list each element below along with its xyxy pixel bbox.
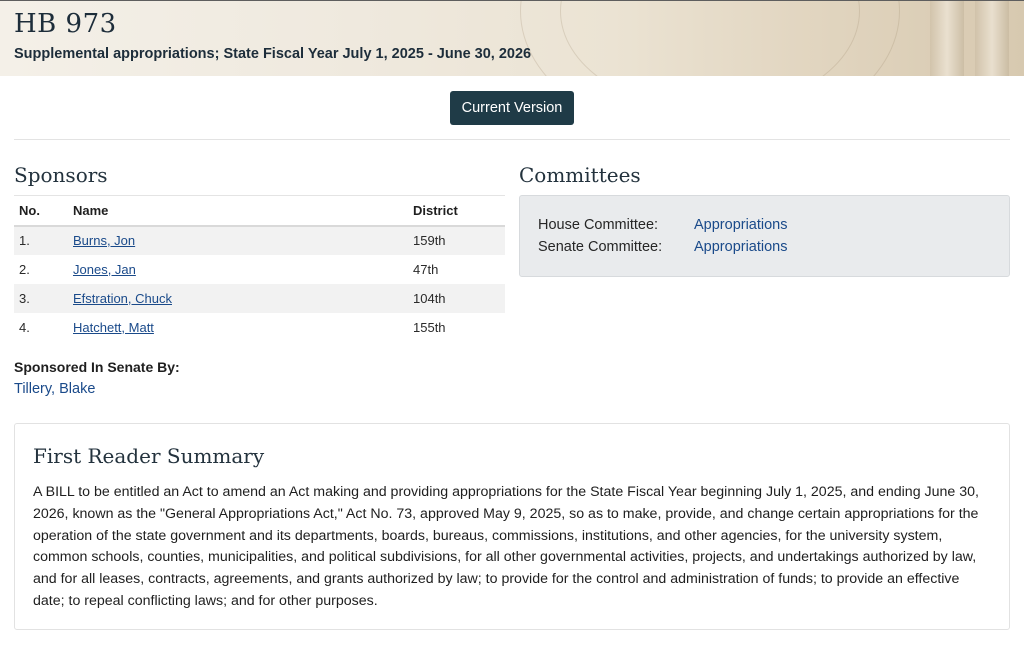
senate-committee-label: Senate Committee: (538, 239, 663, 255)
sponsor-link[interactable]: Burns, Jon (73, 233, 136, 248)
sponsors-heading: Sponsors (14, 163, 108, 187)
senate-sponsor-link[interactable]: Tillery, Blake (14, 381, 96, 397)
house-committee-row (538, 217, 788, 233)
table-row (14, 255, 505, 284)
column-header-name: Name (73, 196, 413, 226)
banner-decoration (975, 1, 1009, 76)
sponsor-no: 3. (14, 284, 73, 313)
senate-sponsor-label: Sponsored In Senate By: (14, 359, 180, 375)
sponsor-no: 2. (19, 261, 30, 277)
column-header-district: District (413, 196, 505, 226)
header-banner (0, 0, 1024, 76)
sponsor-link[interactable]: Jones, Jan (73, 261, 136, 277)
column-header-no: No. (14, 196, 73, 226)
table-header-row (14, 196, 505, 226)
sponsor-link[interactable]: Hatchett, Matt (73, 319, 154, 335)
senate-committee-row (538, 239, 788, 255)
banner-decoration (930, 1, 964, 76)
table-row (14, 313, 505, 342)
committees-panel (519, 195, 1010, 277)
sponsors-table (14, 195, 505, 342)
sponsor-name-cell (73, 313, 413, 342)
sponsor-district: 47th (413, 261, 439, 277)
current-version-button[interactable]: Current Version (450, 91, 574, 125)
bill-caption: Supplemental appropriations; State Fiscal Year July 1, 2025 - June 30, 2026 (14, 46, 532, 62)
senate-committee-link[interactable]: Appropriations (694, 239, 788, 255)
sponsor-district: 155th (413, 319, 446, 335)
sponsor-district: 104th (413, 284, 505, 313)
summary-heading: First Reader Summary (33, 444, 265, 468)
sponsor-name-cell (73, 284, 413, 313)
sponsor-link[interactable]: Efstration, Chuck (73, 290, 172, 306)
divider (14, 139, 1010, 140)
banner-decoration (560, 0, 860, 76)
committees-heading: Committees (519, 163, 641, 187)
sponsor-name-cell (73, 255, 413, 284)
table-row (14, 226, 505, 255)
summary-text: A BILL to be entitled an Act to amend an Act making and providing appropriations for the State Fiscal Year beginning July 1, 2025, and ending June 30, 2026, known as the "General Appropriations Act," Act No. 73, approved May 9, 2025, so as to make, provide, and change certain appropriations for the operation of the state government and its departments, boards, bureaus, commissions, institutions, and other agencies, for the university system, common schools, counties, municipalities, and political subdivisions, for all other governmental activities, projects, and undertakings authorized by law, and for all leases, contracts, agreements, and grants authorized by law; to provide for the control and administration of funds; to provide an effective date; to repeal conflicting laws; and for other purposes. (33, 484, 979, 609)
house-committee-link[interactable]: Appropriations (694, 217, 788, 233)
sponsor-no: 1. (14, 226, 73, 255)
sponsor-district: 159th (413, 226, 505, 255)
house-committee-label: House Committee: (538, 217, 659, 233)
table-row (14, 284, 505, 313)
bill-number: HB 973 (14, 9, 117, 39)
sponsor-name-cell (73, 226, 413, 255)
summary-card (14, 423, 1010, 630)
sponsor-no: 4. (19, 319, 30, 335)
